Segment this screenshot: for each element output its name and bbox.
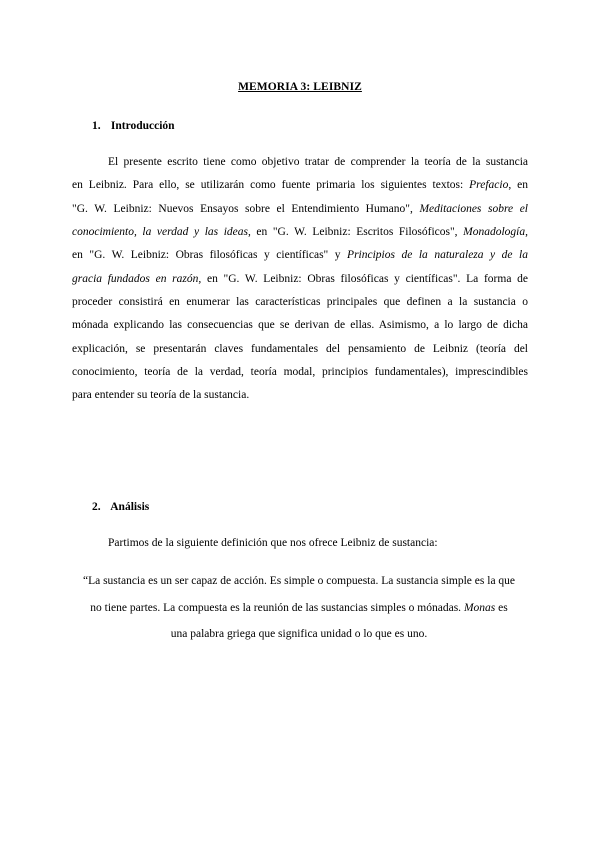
section-number: 2. bbox=[92, 501, 101, 513]
paragraph-line bbox=[72, 384, 528, 407]
analysis-intro-text: Partimos de la siguiente definición que nos ofrece Leibniz de sustancia: bbox=[108, 537, 438, 549]
paragraph-line bbox=[72, 244, 528, 267]
text-run: es bbox=[495, 601, 508, 614]
paragraph-line bbox=[72, 314, 528, 337]
text-run: para entender su teoría de la sustancia. bbox=[72, 389, 250, 402]
paragraph-line bbox=[72, 198, 528, 221]
text-run: mónada explicando las consecuencias que se derivan de ellas. Asimismo, a lo largo de dicha bbox=[72, 319, 528, 332]
section-title: Introducción bbox=[110, 120, 175, 132]
paragraph-line bbox=[72, 338, 528, 361]
italic-title-text: gracia fundados en razón, bbox=[72, 272, 202, 285]
paragraph-line bbox=[72, 174, 528, 197]
text-run: no tiene partes. La compuesta es la reunión de las sustancias simples o mónadas. bbox=[90, 601, 464, 614]
text-run: “La sustancia es un ser capaz de acción. Es simple o compuesta. La sustancia simple es la que bbox=[82, 575, 516, 587]
italic-title-text: Monadología bbox=[463, 226, 526, 239]
paragraph-line bbox=[72, 221, 528, 244]
paragraph-line bbox=[72, 268, 528, 291]
italic-title-text: Prefacio bbox=[469, 179, 509, 192]
text-run: , en bbox=[508, 179, 528, 192]
paragraph-line bbox=[72, 361, 528, 384]
text-run: una palabra griega que significa unidad o lo que es uno. bbox=[170, 628, 428, 640]
text-run: en Leibniz. Para ello, se utilizarán como fuente primaria los siguientes textos: bbox=[72, 179, 470, 192]
section-title: Análisis bbox=[110, 501, 150, 513]
text-run: en "G. W. Leibniz: Obras filosóficas y científicas". La forma de bbox=[201, 272, 528, 285]
italic-title-text: Meditaciones sobre el bbox=[419, 202, 528, 215]
section-heading-analisis bbox=[92, 501, 149, 513]
text-run: El presente escrito tiene como objetivo tratar de comprender la teoría de la sustancia bbox=[108, 156, 528, 168]
document-title: MEMORIA 3: LEIBNIZ bbox=[238, 81, 362, 93]
italic-title-text: conocimiento, la verdad y las ideas bbox=[72, 226, 248, 239]
text-run: proceder consistirá en enumerar las características principales que definen a la sustancia o bbox=[72, 296, 528, 309]
quote-line bbox=[68, 621, 530, 648]
quote-line bbox=[68, 595, 530, 622]
text-run: "G. W. Leibniz: Nuevos Ensayos sobre el Entendimiento Humano", bbox=[72, 202, 420, 215]
leibniz-quote bbox=[68, 568, 530, 648]
text-run: en "G. W. Leibniz: Obras filosóficas y científicas" y bbox=[72, 249, 348, 262]
text-run: , bbox=[525, 226, 528, 239]
text-run: explicación, se presentarán claves fundamentales del pensamiento de Leibniz (teoría del bbox=[72, 342, 528, 355]
italic-title-text: Principios de la naturaleza y de la bbox=[347, 249, 528, 262]
text-run: , en "G. W. Leibniz: Escritos Filosóficos", bbox=[247, 226, 464, 239]
introduction-paragraph bbox=[72, 151, 528, 408]
paragraph-line bbox=[72, 291, 528, 314]
italic-title-text: Monas bbox=[463, 601, 496, 614]
section-number: 1. bbox=[92, 120, 101, 132]
text-run: conocimiento, teoría de la verdad, teoría modal, principios fundamentales), imprescindibles bbox=[72, 366, 528, 379]
paragraph-line bbox=[72, 151, 528, 174]
section-heading-introduccion bbox=[92, 120, 175, 132]
quote-line bbox=[68, 568, 530, 595]
